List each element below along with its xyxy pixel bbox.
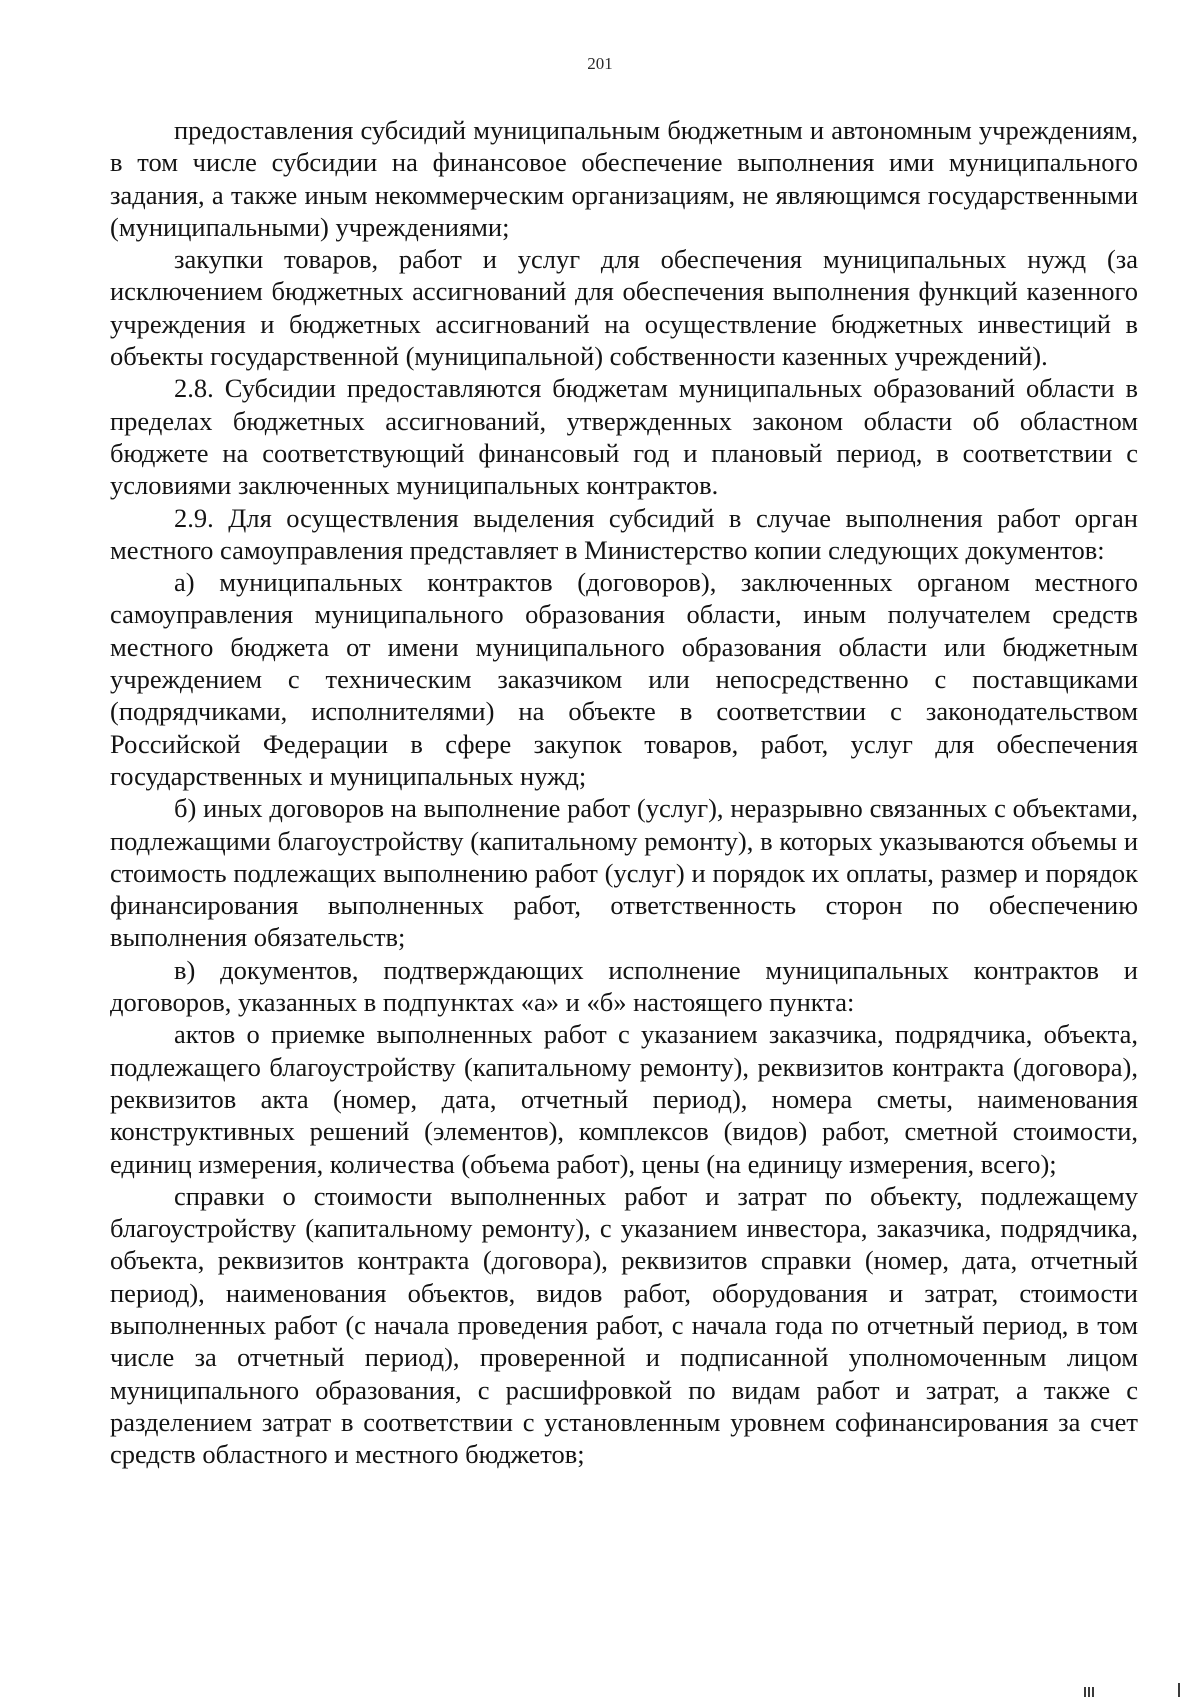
paragraph-item-b: б) иных договоров на выполнение работ (услуг), неразрывно связанных с объектами, подлежащими благоустройству (капитальному ремонту), в которых указываются объемы и стоимость подлежащих выполнению работ (услуг) и порядок их оплаты, размер и порядок финансирования выполненных работ, ответственность сторон по обеспечению выполнения обязательств; [110,793,1138,953]
paragraph-procurement: закупки товаров, работ и услуг для обеспечения муниципальных нужд (за исключением бюджетных ассигнований для обеспечения выполнения функций казенного учреждения и бюджетных ассигнований на осуществление бюджетных инвестиций в объекты государственной (муниципальной) собственности казенных учреждений). [110,244,1138,372]
paragraph-subsidies-institutions: предоставления субсидий муниципальным бюджетным и автономным учреждениям, в том числе субсидии на финансовое обеспечение выполнения ими муниципального задания, а также иным некоммерческим организациям, не являющимся государственными (муниципальными) учреждениями; [110,115,1138,242]
scan-edge-mark [1084,1687,1086,1697]
scan-edge-mark [1088,1687,1090,1697]
paragraph-2-9: 2.9. Для осуществления выделения субсидий в случае выполнения работ орган местного самоуправления представляет в Министерство копии следующих документов: [110,502,1138,565]
document-body [110,114,1138,1470]
paragraph-acceptance-acts: актов о приемке выполненных работ с указанием заказчика, подрядчика, объекта, подлежащего благоустройству (капитальному ремонту), реквизитов контракта (договора), реквизитов акта (номер, дата, отчетный период), номера сметы, наименования конструктивных решений (элементов), комплексов (видов) работ, сметной стоимости, единиц измерения, количества (объема работ), цены (на единицу измерения, всего); [110,1019,1138,1179]
paragraph-2-8: 2.8. Субсидии предоставляются бюджетам муниципальных образований области в пределах бюджетных ассигнований, утвержденных законом области об областном бюджете на соответствующий финансовый год и плановый период, в соответствии с условиями заключенных муниципальных контрактов. [110,373,1138,501]
scan-edge-mark [1178,1683,1180,1697]
paragraph-cost-certificate: справки о стоимости выполненных работ и затрат по объекту, подлежащему благоустройству (капитальному ремонту), с указанием инвестора, заказчика, подрядчика, объекта, реквизитов контракта (договора), реквизитов справки (номер, дата, отчетный период), наименования объектов, видов работ, оборудования и затрат, стоимости выполненных работ (с начала проведения работ, с начала года по отчетный период, в том числе за отчетный период), проверенной и подписанной уполномоченным лицом муниципального образования, с расшифровкой по видам работ и затрат, а также с разделением затрат в соответствии с установленным уровнем софинансирования за счет средств областного и местного бюджетов; [110,1180,1138,1470]
paragraph-item-a: а) муниципальных контрактов (договоров), заключенных органом местного самоуправления муниципального образования области, иным получателем средств местного бюджета от имени муниципального образования области или бюджетным учреждением с техническим заказчиком или непосредственно с поставщиками (подрядчиками, исполнителями) на объекте в соответствии с законодательством Российской Федерации в сфере закупок товаров, работ, услуг для обеспечения государственных и муниципальных нужд; [110,567,1138,791]
scan-edge-mark [1092,1687,1094,1697]
page-number: 201 [587,54,613,73]
paragraph-item-v: в) документов, подтверждающих исполнение муниципальных контрактов и договоров, указанных в подпунктах «а» и «б» настоящего пункта: [110,954,1138,1018]
